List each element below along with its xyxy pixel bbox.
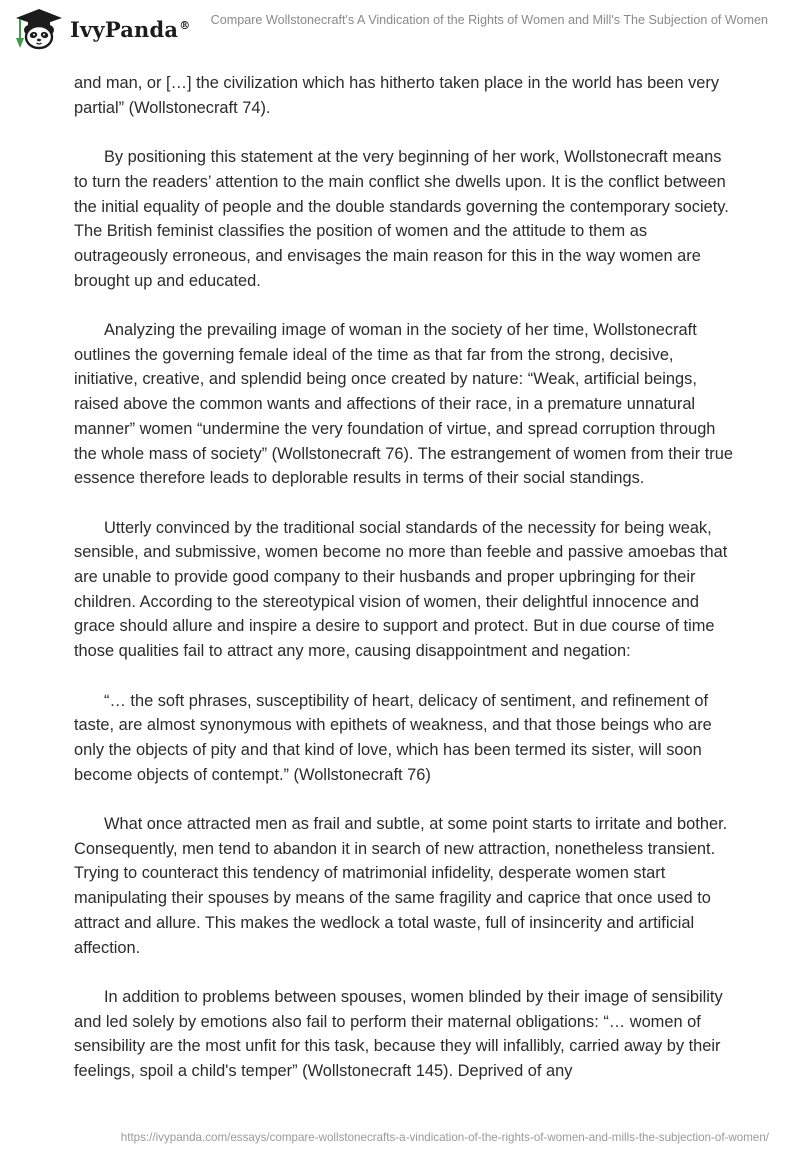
page-header <box>0 0 800 60</box>
logo-wordmark: IvyPanda® <box>70 16 191 42</box>
block-quote: “… the soft phrases, susceptibility of heart, delicacy of sentiment, and refinement of taste, are almost synonymous with epithets of weakness, and that those beings who are only the objects of pity and that kind of love, which has been termed its sister, will soon become objects of contempt.” (Wollstonecraft 76) <box>74 691 712 784</box>
document-title: Compare Wollstonecraft's A Vindication of the Rights of Women and Mill's The Subjection of Women <box>210 13 768 27</box>
paragraph: By positioning this statement at the very beginning of her work, Wollstonecraft means to turn the readers’ attention to the main conflict she dwells upon. It is the conflict between the initial equality of people and the double standards governing the contemporary society. The British feminist classifies the position of women and the attitude to them as outrageously erroneous, and envisages the main reason for this in the way women are brought up and educated. <box>74 148 729 290</box>
paragraph: Analyzing the prevailing image of woman in the society of her time, Wollstonecraft outlines the governing female ideal of the time as that far from the strong, decisive, initiative, creative, and splendid being once created by nature: “Weak, artificial beings, raised above the common wants and affections of their race, in a premature unnatural manner” women “undermine the very foundation of virtue, and spread corruption through the whole mass of society” (Wollstonecraft 76). The estrangement of women from their true essence therefore leads to deplorable results in terms of their social standings. <box>74 321 733 488</box>
paragraph-continued: and man, or […] the civilization which has hitherto taken place in the world has been very partial” (Wollstonecraft 74). <box>74 74 720 117</box>
source-url: https://ivypanda.com/essays/compare-wollstonecrafts-a-vindication-of-the-rights-of-women-and-mills-the-subjection-of-women/ <box>120 1131 769 1144</box>
panda-graduation-cap-icon <box>14 8 64 50</box>
ivypanda-logo[interactable] <box>14 8 190 50</box>
paragraph: What once attracted men as frail and subtle, at some point starts to irritate and bother. Consequently, men tend to abandon it in search of new attraction, nonetheless transient. Trying to counteract this tendency of matrimonial infidelity, desperate women start manipulating their spouses by means of the same fragility and caprice that once used to attract and allure. This makes the wedlock a total waste, full of insincerity and artificial affection. <box>74 815 728 957</box>
essay-body <box>74 71 738 1108</box>
paragraph: Utterly convinced by the traditional social standards of the necessity for being weak, sensible, and submissive, women become no more than feeble and passive amoebas that are unable to provide good company to their husbands and proper upbringing for their children. According to the stereotypical vision of women, their delightful innocence and grace should allure and inspire a desire to support and protect. But in due course of time those qualities fail to attract any more, causing disappointment and negation: <box>74 518 728 661</box>
paragraph: In addition to problems between spouses, women blinded by their image of sensibility and led solely by emotions also fail to perform their maternal obligations: “… women of sensibility are the most unfit for this task, because they will infallibly, carried away by their feelings, spoil a child's temper” (Wollstonecraft 145). Deprived of any <box>74 987 723 1081</box>
